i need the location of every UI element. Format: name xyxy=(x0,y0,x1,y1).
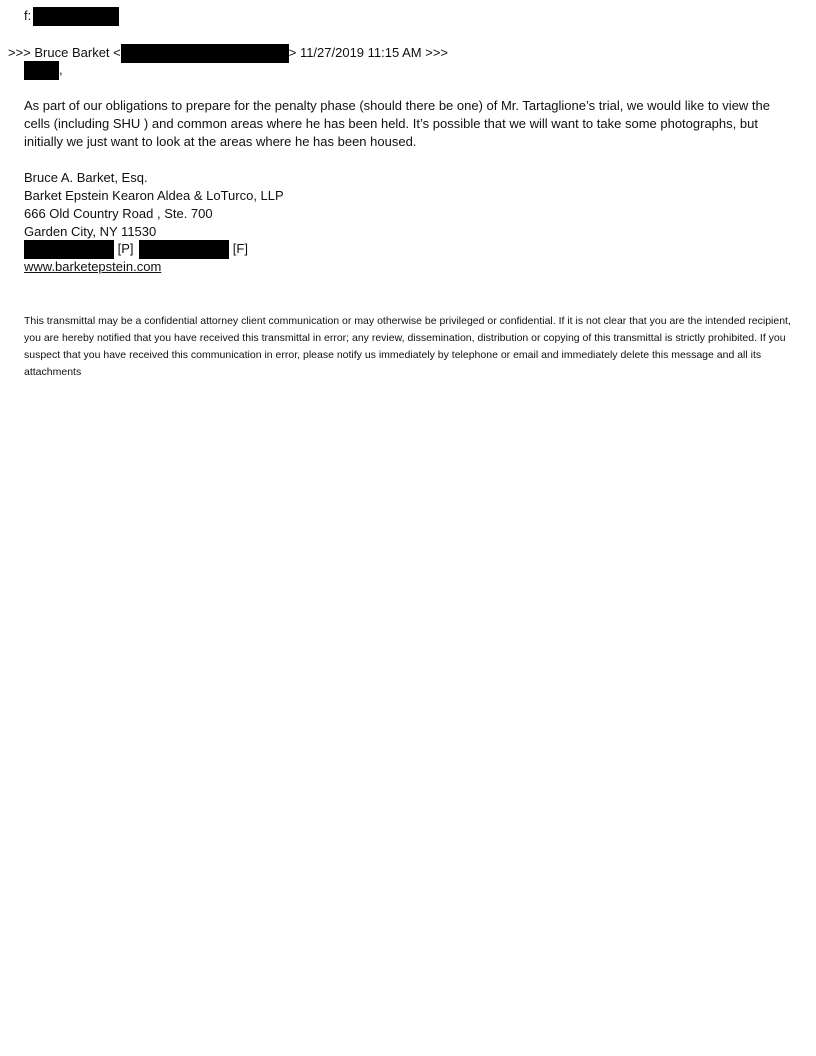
quoted-header-prefix: >>> Bruce Barket < xyxy=(8,45,121,60)
signature-website xyxy=(24,258,161,276)
signature-contact-numbers xyxy=(24,240,248,259)
redacted-from-address xyxy=(33,7,119,26)
signature-name: Bruce A. Barket, Esq. xyxy=(24,170,148,185)
phone-label: [P] xyxy=(117,241,134,256)
redacted-recipient-name xyxy=(24,61,59,80)
redacted-fax-number xyxy=(139,240,229,259)
quoted-header-line xyxy=(8,44,448,63)
from-line xyxy=(24,7,119,26)
confidentiality-disclaimer: This transmittal may be a confidential attorney client communication or may otherwise be privileged or confidential. If it is not clear that you are the intended recipient, you are hereby notified that you have received this transmittal in error; any review, dissemination, distribution or copying of this transmittal is strictly prohibited. If you suspect that you have received this communication in error, please notify us immediately by telephone or email and immediately delete this message and all its attachments xyxy=(24,315,791,378)
from-label: f: xyxy=(24,8,32,23)
message-body xyxy=(24,97,799,151)
signature-address-street: 666 Old Country Road , Ste. 700 xyxy=(24,206,213,221)
greeting-line xyxy=(24,61,63,80)
message-paragraph: As part of our obligations to prepare for the penalty phase (should there be one) of Mr. Tartaglione’s trial, we would like to view the cells (including SHU ) and common areas where he has been held. It’s possible that we will want to take some photographs, but initially we just want to look at the areas where he has been housed. xyxy=(24,98,771,149)
website-link[interactable]: www.barketepstein.com xyxy=(24,259,162,274)
fax-label: [F] xyxy=(232,241,248,256)
quoted-header-suffix: > 11/27/2019 11:15 AM >>> xyxy=(288,45,448,60)
redacted-sender-email xyxy=(121,44,289,63)
signature-address-city: Garden City, NY 11530 xyxy=(24,224,157,239)
signature-firm: Barket Epstein Kearon Aldea & LoTurco, LLP xyxy=(24,188,284,203)
redacted-phone-number xyxy=(24,240,114,259)
greeting-comma: , xyxy=(59,62,63,77)
